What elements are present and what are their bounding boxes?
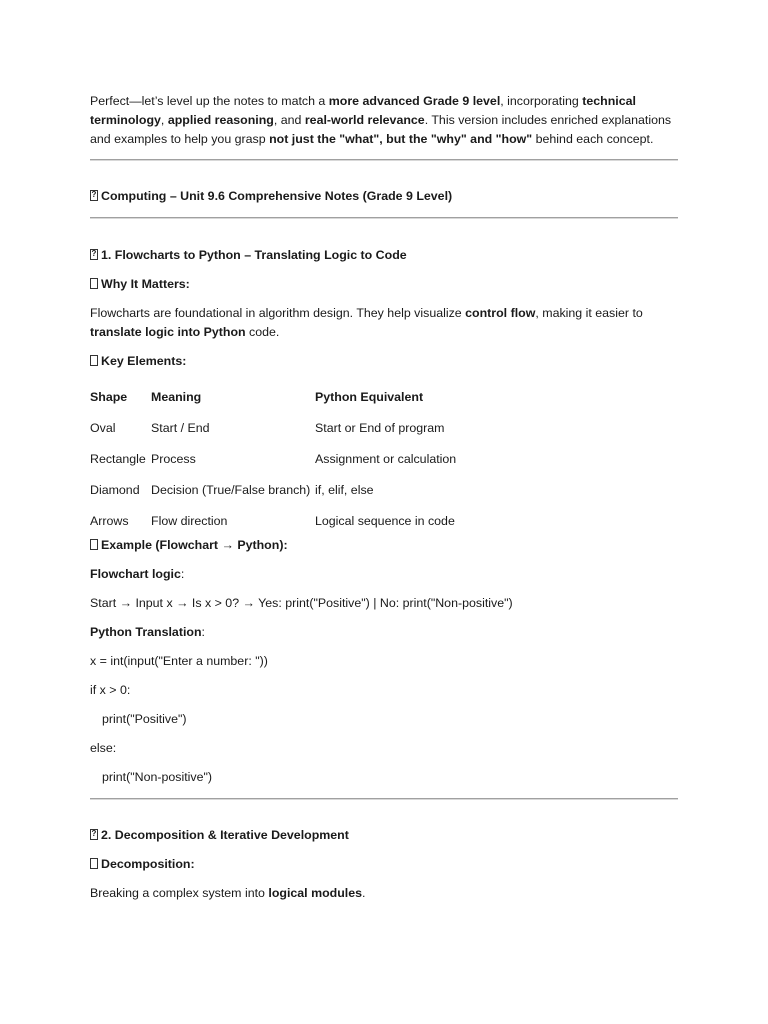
decomp-bold-logical-modules: logical modules [268,886,363,900]
section1-heading-text: 1. Flowcharts to Python – Translating Logic to Code [101,248,407,262]
decomposition-heading-text: Decomposition: [101,857,195,871]
table-header-row [90,381,515,412]
code-line: if x > 0: [90,683,131,697]
flowchart-logic-line: Start → Input x → Is x > 0? → Yes: print("Positive") | No: print("Non-positive") [90,596,513,610]
intro-bold-terminology: technical terminology [90,94,636,127]
decomposition-paragraph [90,884,365,903]
table-row [90,505,515,536]
table-cell: Decision (True/False branch) [151,482,311,497]
example-heading [90,536,288,555]
intro-text: , [160,113,168,127]
section2-heading [90,826,349,845]
table-cell: Start / End [151,420,210,435]
horizontal-rule [90,159,678,161]
code-line: x = int(input("Enter a number: ")) [90,654,268,668]
table-row [90,474,515,505]
table-cell: Process [151,451,196,466]
table-cell: Oval [90,420,116,435]
intro-bold-grade: more advanced Grade 9 level [328,94,501,108]
decomposition-heading [90,855,195,874]
missing-glyph-icon [90,355,98,366]
why-text: , making it easier to [535,306,643,320]
decomp-text: Breaking a complex system into [90,886,269,900]
colon-text: : [180,567,185,581]
missing-glyph-icon [90,190,98,201]
section2-heading-text: 2. Decomposition & Iterative Development [101,828,349,842]
why-heading [90,275,190,294]
python-translation-label-text: Python Translation [90,625,202,639]
code-line: else: [90,741,117,755]
intro-bold-what-why-how: not just the "what", but the "why" and "how" [269,132,533,146]
python-translation-label [90,623,205,642]
decomp-text: . [362,886,366,900]
table-row [90,443,515,474]
flowchart-logic-label [90,565,184,584]
horizontal-rule [90,217,678,219]
intro-text: , and [273,113,305,127]
code-line: print("Non-positive") [102,770,213,784]
missing-glyph-icon [90,278,98,289]
intro-text: . This version includes enriched explanations and examples to help you grasp [90,113,672,146]
header-meaning: Meaning [151,389,202,404]
why-text: Flowcharts are foundational in algorithm design. They help visualize [90,306,466,320]
intro-text: Perfect—let’s level up the notes to match a [90,94,329,108]
why-text: code. [245,325,280,339]
intro-bold-reasoning: applied reasoning [167,113,274,127]
table-cell: Diamond [90,482,140,497]
section1-heading [90,246,407,265]
table-cell: Assignment or calculation [315,451,457,466]
colon-text: : [201,625,205,639]
key-elements-heading [90,352,186,371]
table-cell: Flow direction [151,513,228,528]
header-python-equivalent: Python Equivalent [315,389,424,404]
missing-glyph-icon [90,829,98,840]
why-paragraph-line2 [90,323,279,342]
example-heading-text: Example (Flowchart → Python): [101,538,288,552]
intro-bold-relevance: real-world relevance [304,113,425,127]
table-cell: Arrows [90,513,129,528]
shapes-table [90,381,515,536]
table-cell: Logical sequence in code [315,513,455,528]
doc-title-text: Computing – Unit 9.6 Comprehensive Notes (Grade 9 Level) [101,189,453,203]
header-shape: Shape [90,389,128,404]
horizontal-rule [90,798,678,800]
table-cell: Start or End of program [315,420,445,435]
doc-title [90,187,452,206]
flowchart-logic-label-text: Flowchart logic [90,567,181,581]
missing-glyph-icon [90,249,98,260]
code-line: print("Positive") [102,712,187,726]
table-cell: if, elif, else [315,482,374,497]
why-bold-translate: translate logic into Python [90,325,246,339]
table-header-cell [151,381,315,412]
table-header-cell [315,381,515,412]
intro-text: behind each concept. [532,132,654,146]
table-header-cell [90,381,151,412]
table-cell: Rectangle [90,451,146,466]
why-heading-text: Why It Matters: [101,277,190,291]
intro-paragraph [90,92,678,149]
key-elements-heading-text: Key Elements: [101,354,187,368]
missing-glyph-icon [90,858,98,869]
table-row [90,412,515,443]
missing-glyph-icon [90,539,98,550]
intro-text: , incorporating [500,94,583,108]
why-paragraph-line1 [90,304,643,323]
why-bold-control-flow: control flow [465,306,536,320]
